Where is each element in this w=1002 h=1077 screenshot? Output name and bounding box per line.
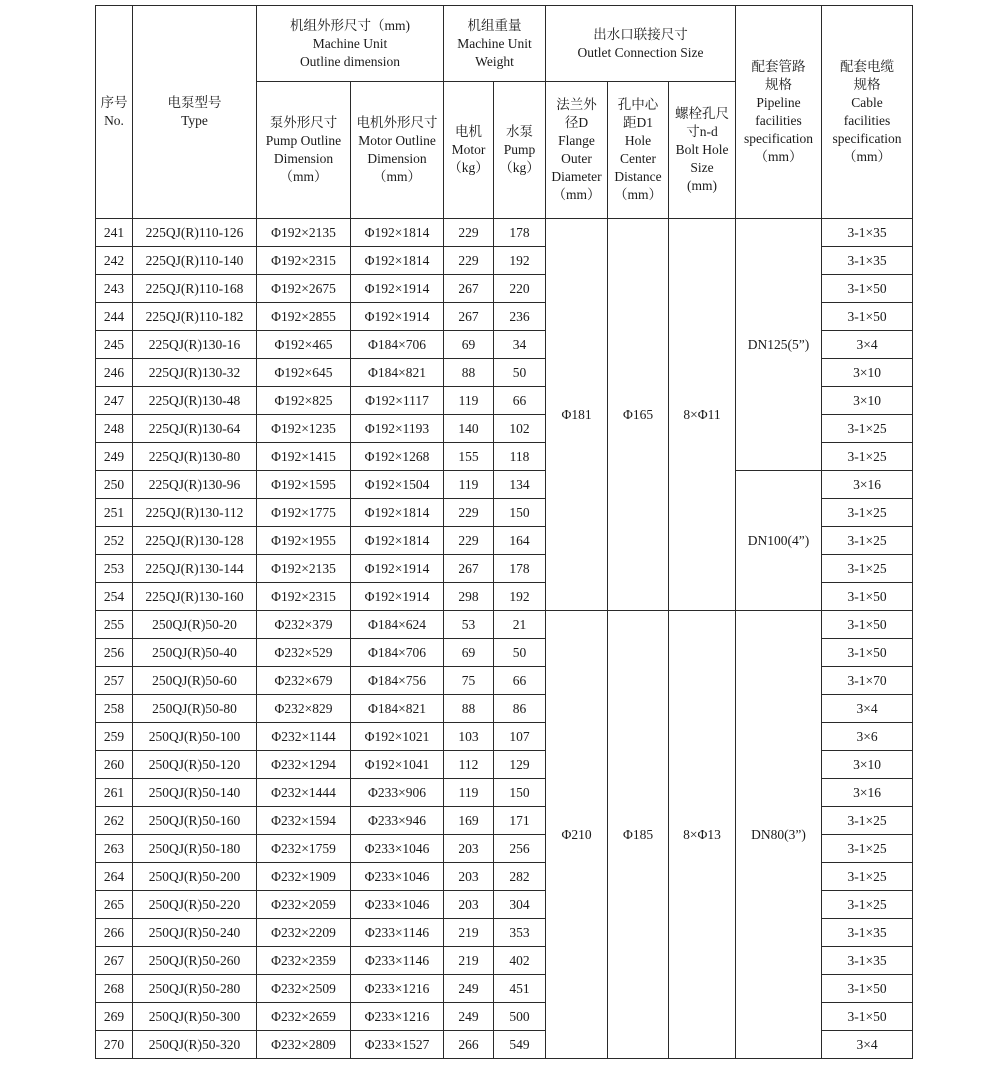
cell-cable: 3-1×50: [822, 303, 913, 331]
cell-motor-weight: 266: [444, 1031, 494, 1059]
cell-motor-outline: Φ233×1046: [351, 835, 444, 863]
header-line: 序号: [100, 95, 128, 110]
cell-no: 250: [96, 471, 133, 499]
header-pump-outline: [257, 82, 351, 219]
table-body: [96, 219, 913, 1059]
cell-pump-outline: Φ232×2659: [257, 1003, 351, 1031]
header-line: specification: [832, 131, 902, 146]
cell-pump-outline: Φ232×1144: [257, 723, 351, 751]
cell-cable: 3-1×50: [822, 975, 913, 1003]
cell-motor-weight: 203: [444, 835, 494, 863]
header-line: 机组外形尺寸（mm): [290, 17, 410, 33]
header-line: facilities: [843, 113, 891, 128]
cell-motor-weight: 88: [444, 359, 494, 387]
cell-pump-weight: 304: [494, 891, 546, 919]
cell-pump-outline: Φ192×1955: [257, 527, 351, 555]
cell-motor-weight: 249: [444, 1003, 494, 1031]
cell-cable: 3-1×25: [822, 835, 913, 863]
cell-pump-weight: 192: [494, 583, 546, 611]
cell-type: 250QJ(R)50-160: [133, 807, 257, 835]
cell-motor-outline: Φ184×821: [351, 359, 444, 387]
header-line: Machine Unit: [457, 35, 532, 51]
header-line: （mm）: [279, 169, 328, 184]
cell-pump-outline: Φ232×2809: [257, 1031, 351, 1059]
cell-no: 262: [96, 807, 133, 835]
cell-pump-weight: 107: [494, 723, 546, 751]
cell-motor-weight: 75: [444, 667, 494, 695]
cell-pump-weight: 236: [494, 303, 546, 331]
cell-no: 249: [96, 443, 133, 471]
cell-motor-weight: 267: [444, 555, 494, 583]
cell-motor-weight: 219: [444, 919, 494, 947]
cell-motor-outline: Φ233×1146: [351, 947, 444, 975]
cell-motor-outline: Φ192×1914: [351, 303, 444, 331]
header-line: 配套电缆: [840, 59, 895, 74]
cell-cable: 3-1×50: [822, 639, 913, 667]
table-row: [96, 471, 913, 499]
cell-no: 242: [96, 247, 133, 275]
cell-type: 250QJ(R)50-280: [133, 975, 257, 1003]
cell-motor-weight: 53: [444, 611, 494, 639]
cell-no: 253: [96, 555, 133, 583]
cell-no: 243: [96, 275, 133, 303]
cell-cable: 3-1×25: [822, 415, 913, 443]
cell-pipeline: DN125(5”): [736, 219, 822, 471]
header-line: Motor Outline: [358, 133, 436, 148]
cell-no: 261: [96, 779, 133, 807]
header-line: 距D1: [623, 115, 654, 130]
header-line: Bolt Hole: [675, 142, 729, 157]
header-line: 电机外形尺寸: [356, 115, 438, 130]
header-cable-spec: [822, 6, 913, 219]
cell-cable: 3×4: [822, 695, 913, 723]
cell-motor-weight: 155: [444, 443, 494, 471]
cell-cable: 3-1×25: [822, 555, 913, 583]
header-pump-weight: [494, 82, 546, 219]
cell-pipeline: DN100(4”): [736, 471, 822, 611]
header-motor-weight: [444, 82, 494, 219]
header-unit-weight: [444, 6, 546, 82]
cell-cable: 3-1×25: [822, 891, 913, 919]
cell-pump-weight: 192: [494, 247, 546, 275]
cell-type: 225QJ(R)110-126: [133, 219, 257, 247]
cell-pump-weight: 102: [494, 415, 546, 443]
cell-motor-weight: 119: [444, 471, 494, 499]
cell-hole-center: Φ185: [608, 611, 669, 1059]
header-line: 电机: [455, 124, 482, 139]
cell-type: 250QJ(R)50-60: [133, 667, 257, 695]
cell-motor-weight: 229: [444, 219, 494, 247]
cell-pump-outline: Φ232×1444: [257, 779, 351, 807]
cell-type: 250QJ(R)50-40: [133, 639, 257, 667]
cell-motor-outline: Φ184×756: [351, 667, 444, 695]
cell-no: 256: [96, 639, 133, 667]
cell-motor-outline: Φ233×1527: [351, 1031, 444, 1059]
cell-motor-weight: 203: [444, 891, 494, 919]
header-line: （mm）: [754, 149, 803, 164]
header-line: 机组重量: [467, 17, 522, 33]
cell-pump-weight: 150: [494, 499, 546, 527]
cell-cable: 3-1×35: [822, 219, 913, 247]
header-line: （mm）: [614, 187, 663, 202]
cell-cable: 3-1×70: [822, 667, 913, 695]
header-line: （mm）: [843, 149, 892, 164]
pump-spec-table: [95, 5, 913, 1059]
header-no: [96, 6, 133, 219]
cell-motor-outline: Φ233×946: [351, 807, 444, 835]
cell-no: 269: [96, 1003, 133, 1031]
header-line: Outer: [561, 151, 592, 166]
cell-no: 254: [96, 583, 133, 611]
header-type: [133, 6, 257, 219]
cell-pump-weight: 164: [494, 527, 546, 555]
header-line: （mm）: [372, 169, 421, 184]
header-bolt-hole: [669, 82, 736, 219]
cell-cable: 3×10: [822, 359, 913, 387]
cell-no: 265: [96, 891, 133, 919]
cell-motor-outline: Φ192×1814: [351, 219, 444, 247]
cell-no: 268: [96, 975, 133, 1003]
cell-cable: 3×4: [822, 331, 913, 359]
header-line: 规格: [853, 77, 881, 92]
cell-motor-weight: 267: [444, 303, 494, 331]
cell-pump-outline: Φ192×1235: [257, 415, 351, 443]
cell-pump-weight: 549: [494, 1031, 546, 1059]
cell-pump-outline: Φ192×2315: [257, 247, 351, 275]
cell-motor-weight: 119: [444, 387, 494, 415]
cell-motor-outline: Φ233×1216: [351, 1003, 444, 1031]
cell-type: 250QJ(R)50-120: [133, 751, 257, 779]
cell-motor-weight: 69: [444, 639, 494, 667]
cell-cable: 3-1×25: [822, 863, 913, 891]
header-line: Weight: [475, 53, 514, 69]
cell-type: 250QJ(R)50-240: [133, 919, 257, 947]
cell-motor-outline: Φ184×624: [351, 611, 444, 639]
cell-cable: 3-1×50: [822, 583, 913, 611]
cell-cable: 3×10: [822, 387, 913, 415]
cell-cable: 3-1×50: [822, 611, 913, 639]
table-row: [96, 611, 913, 639]
cell-pump-outline: Φ232×379: [257, 611, 351, 639]
cell-pump-weight: 451: [494, 975, 546, 1003]
cell-type: 250QJ(R)50-320: [133, 1031, 257, 1059]
cell-motor-outline: Φ192×1814: [351, 527, 444, 555]
cell-type: 225QJ(R)130-80: [133, 443, 257, 471]
cell-cable: 3-1×50: [822, 275, 913, 303]
cell-no: 247: [96, 387, 133, 415]
cell-bolt-hole: 8×Φ13: [669, 611, 736, 1059]
header-line: Type: [181, 113, 208, 128]
cell-cable: 3×16: [822, 779, 913, 807]
cell-pump-outline: Φ232×829: [257, 695, 351, 723]
header-line: 螺栓孔尺: [675, 106, 730, 121]
cell-pipeline: DN80(3”): [736, 611, 822, 1059]
cell-pump-outline: Φ232×2059: [257, 891, 351, 919]
cell-motor-weight: 103: [444, 723, 494, 751]
header-line: Dimension: [273, 151, 334, 166]
cell-cable: 3×6: [822, 723, 913, 751]
cell-type: 225QJ(R)130-16: [133, 331, 257, 359]
cell-pump-weight: 220: [494, 275, 546, 303]
cell-pump-weight: 282: [494, 863, 546, 891]
header-line: facilities: [755, 113, 802, 128]
cell-pump-outline: Φ232×1294: [257, 751, 351, 779]
cell-motor-weight: 249: [444, 975, 494, 1003]
cell-type: 250QJ(R)50-80: [133, 695, 257, 723]
cell-pump-outline: Φ232×2209: [257, 919, 351, 947]
cell-pump-weight: 134: [494, 471, 546, 499]
cell-pump-outline: Φ192×2135: [257, 219, 351, 247]
cell-cable: 3-1×35: [822, 247, 913, 275]
cell-motor-weight: 229: [444, 499, 494, 527]
cell-pump-outline: Φ232×679: [257, 667, 351, 695]
cell-no: 245: [96, 331, 133, 359]
cell-pump-outline: Φ192×825: [257, 387, 351, 415]
header-outline-dimension: [257, 6, 444, 82]
cell-motor-outline: Φ192×1914: [351, 555, 444, 583]
cell-no: 258: [96, 695, 133, 723]
cell-motor-outline: Φ233×1046: [351, 863, 444, 891]
cell-motor-outline: Φ184×706: [351, 331, 444, 359]
cell-motor-weight: 69: [444, 331, 494, 359]
cell-motor-outline: Φ192×1914: [351, 583, 444, 611]
cell-cable: 3-1×25: [822, 527, 913, 555]
cell-pump-outline: Φ232×1594: [257, 807, 351, 835]
cell-motor-outline: Φ233×1216: [351, 975, 444, 1003]
cell-pump-outline: Φ192×1595: [257, 471, 351, 499]
cell-motor-outline: Φ184×821: [351, 695, 444, 723]
cell-pump-weight: 178: [494, 555, 546, 583]
cell-type: 250QJ(R)50-220: [133, 891, 257, 919]
cell-pump-weight: 402: [494, 947, 546, 975]
header-line: 法兰外: [556, 97, 597, 112]
cell-motor-weight: 169: [444, 807, 494, 835]
header-line: Pump: [503, 142, 536, 157]
cell-pump-weight: 178: [494, 219, 546, 247]
cell-pump-outline: Φ232×2359: [257, 947, 351, 975]
cell-no: 266: [96, 919, 133, 947]
cell-cable: 3-1×35: [822, 947, 913, 975]
cell-no: 244: [96, 303, 133, 331]
cell-pump-outline: Φ232×529: [257, 639, 351, 667]
cell-motor-weight: 119: [444, 779, 494, 807]
cell-pump-outline: Φ192×1775: [257, 499, 351, 527]
cell-type: 225QJ(R)130-128: [133, 527, 257, 555]
cell-type: 225QJ(R)110-140: [133, 247, 257, 275]
cell-pump-weight: 129: [494, 751, 546, 779]
header-line: Distance: [614, 169, 662, 184]
cell-no: 264: [96, 863, 133, 891]
header-line: 泵外形尺寸: [269, 115, 338, 130]
cell-pump-outline: Φ232×2509: [257, 975, 351, 1003]
cell-motor-weight: 229: [444, 247, 494, 275]
cell-type: 225QJ(R)110-168: [133, 275, 257, 303]
cell-no: 255: [96, 611, 133, 639]
cell-pump-weight: 150: [494, 779, 546, 807]
cell-type: 250QJ(R)50-300: [133, 1003, 257, 1031]
cell-pump-outline: Φ192×465: [257, 331, 351, 359]
cell-pump-outline: Φ192×645: [257, 359, 351, 387]
header-line: 配套管路: [751, 59, 806, 74]
cell-motor-weight: 112: [444, 751, 494, 779]
header-flange-diameter: [546, 82, 608, 219]
cell-pump-weight: 118: [494, 443, 546, 471]
cell-pump-weight: 256: [494, 835, 546, 863]
header-line: （mm）: [552, 187, 601, 202]
header-line: 孔中心: [617, 97, 659, 112]
header-line: Dimension: [367, 151, 427, 166]
cell-pump-outline: Φ192×2855: [257, 303, 351, 331]
cell-pump-weight: 353: [494, 919, 546, 947]
cell-bolt-hole: 8×Φ11: [669, 219, 736, 611]
header-line: 出水口联接尺寸: [593, 26, 688, 42]
header-line: Pump Outline: [265, 133, 342, 148]
cell-pump-weight: 500: [494, 1003, 546, 1031]
cell-type: 250QJ(R)50-180: [133, 835, 257, 863]
cell-motor-outline: Φ192×1193: [351, 415, 444, 443]
cell-pump-outline: Φ192×1415: [257, 443, 351, 471]
cell-type: 250QJ(R)50-260: [133, 947, 257, 975]
header-line: Cable: [851, 95, 883, 110]
cell-no: 241: [96, 219, 133, 247]
cell-motor-outline: Φ233×1046: [351, 891, 444, 919]
cell-no: 259: [96, 723, 133, 751]
cell-type: 225QJ(R)130-64: [133, 415, 257, 443]
cell-motor-outline: Φ184×706: [351, 639, 444, 667]
cell-cable: 3-1×25: [822, 443, 913, 471]
header-line: Pipeline: [756, 95, 801, 110]
cell-motor-weight: 203: [444, 863, 494, 891]
header-hole-center: [608, 82, 669, 219]
cell-cable: 3×4: [822, 1031, 913, 1059]
cell-motor-weight: 88: [444, 695, 494, 723]
cell-pump-weight: 66: [494, 387, 546, 415]
cell-flange-diameter: Φ181: [546, 219, 608, 611]
cell-no: 263: [96, 835, 133, 863]
cell-no: 257: [96, 667, 133, 695]
cell-type: 225QJ(R)130-96: [133, 471, 257, 499]
cell-motor-weight: 267: [444, 275, 494, 303]
cell-cable: 3-1×25: [822, 499, 913, 527]
cell-motor-outline: Φ192×1914: [351, 275, 444, 303]
header-line: （kg）: [499, 160, 540, 175]
header-pipeline-spec: [736, 6, 822, 219]
cell-type: 225QJ(R)130-32: [133, 359, 257, 387]
cell-no: 267: [96, 947, 133, 975]
cell-type: 225QJ(R)130-112: [133, 499, 257, 527]
header-line: 径D: [564, 115, 589, 130]
cell-motor-weight: 140: [444, 415, 494, 443]
cell-motor-weight: 219: [444, 947, 494, 975]
cell-type: 250QJ(R)50-20: [133, 611, 257, 639]
cell-pump-weight: 50: [494, 359, 546, 387]
cell-motor-outline: Φ192×1814: [351, 247, 444, 275]
cell-no: 248: [96, 415, 133, 443]
cell-pump-weight: 21: [494, 611, 546, 639]
header-line: specification: [744, 131, 814, 146]
table-row: [96, 219, 913, 247]
cell-motor-outline: Φ192×1117: [351, 387, 444, 415]
cell-no: 246: [96, 359, 133, 387]
cell-pump-weight: 171: [494, 807, 546, 835]
cell-no: 252: [96, 527, 133, 555]
cell-type: 250QJ(R)50-200: [133, 863, 257, 891]
cell-pump-outline: Φ232×1759: [257, 835, 351, 863]
cell-pump-outline: Φ192×2315: [257, 583, 351, 611]
cell-motor-weight: 229: [444, 527, 494, 555]
header-line: Diameter: [551, 169, 602, 184]
cell-pump-weight: 34: [494, 331, 546, 359]
cell-motor-outline: Φ233×1146: [351, 919, 444, 947]
header-line: (mm): [687, 178, 718, 193]
cell-cable: 3×16: [822, 471, 913, 499]
header-line: No.: [104, 113, 124, 128]
cell-motor-outline: Φ192×1041: [351, 751, 444, 779]
header-line: 水泵: [506, 124, 533, 139]
cell-pump-weight: 50: [494, 639, 546, 667]
cell-motor-outline: Φ192×1504: [351, 471, 444, 499]
cell-cable: 3-1×50: [822, 1003, 913, 1031]
cell-no: 260: [96, 751, 133, 779]
header-line: Size: [690, 160, 714, 175]
cell-motor-outline: Φ192×1021: [351, 723, 444, 751]
header-motor-outline: [351, 82, 444, 219]
header-line: Motor: [451, 142, 486, 157]
cell-no: 251: [96, 499, 133, 527]
cell-motor-outline: Φ192×1814: [351, 499, 444, 527]
cell-type: 225QJ(R)110-182: [133, 303, 257, 331]
cell-cable: 3×10: [822, 751, 913, 779]
cell-pump-weight: 86: [494, 695, 546, 723]
cell-motor-outline: Φ233×906: [351, 779, 444, 807]
header-line: Outlet Connection Size: [577, 44, 704, 60]
cell-type: 250QJ(R)50-140: [133, 779, 257, 807]
cell-cable: 3-1×25: [822, 807, 913, 835]
cell-type: 250QJ(R)50-100: [133, 723, 257, 751]
cell-motor-weight: 298: [444, 583, 494, 611]
cell-pump-weight: 66: [494, 667, 546, 695]
cell-pump-outline: Φ232×1909: [257, 863, 351, 891]
cell-pump-outline: Φ192×2135: [257, 555, 351, 583]
header-line: 寸n-d: [686, 124, 718, 139]
cell-motor-outline: Φ192×1268: [351, 443, 444, 471]
header-line: Center: [620, 151, 657, 166]
header-line: Flange: [558, 133, 595, 148]
header-line: 电泵型号: [167, 95, 222, 110]
header-line: Hole: [624, 133, 652, 148]
header-outlet-connection: [546, 6, 736, 82]
header-line: Machine Unit: [312, 35, 388, 51]
cell-type: 225QJ(R)130-48: [133, 387, 257, 415]
cell-no: 270: [96, 1031, 133, 1059]
cell-type: 225QJ(R)130-160: [133, 583, 257, 611]
header-line: Outline dimension: [299, 53, 401, 69]
header-line: 规格: [765, 77, 793, 92]
cell-type: 225QJ(R)130-144: [133, 555, 257, 583]
cell-hole-center: Φ165: [608, 219, 669, 611]
cell-cable: 3-1×35: [822, 919, 913, 947]
header-line: （kg）: [448, 160, 489, 175]
cell-pump-outline: Φ192×2675: [257, 275, 351, 303]
cell-flange-diameter: Φ210: [546, 611, 608, 1059]
